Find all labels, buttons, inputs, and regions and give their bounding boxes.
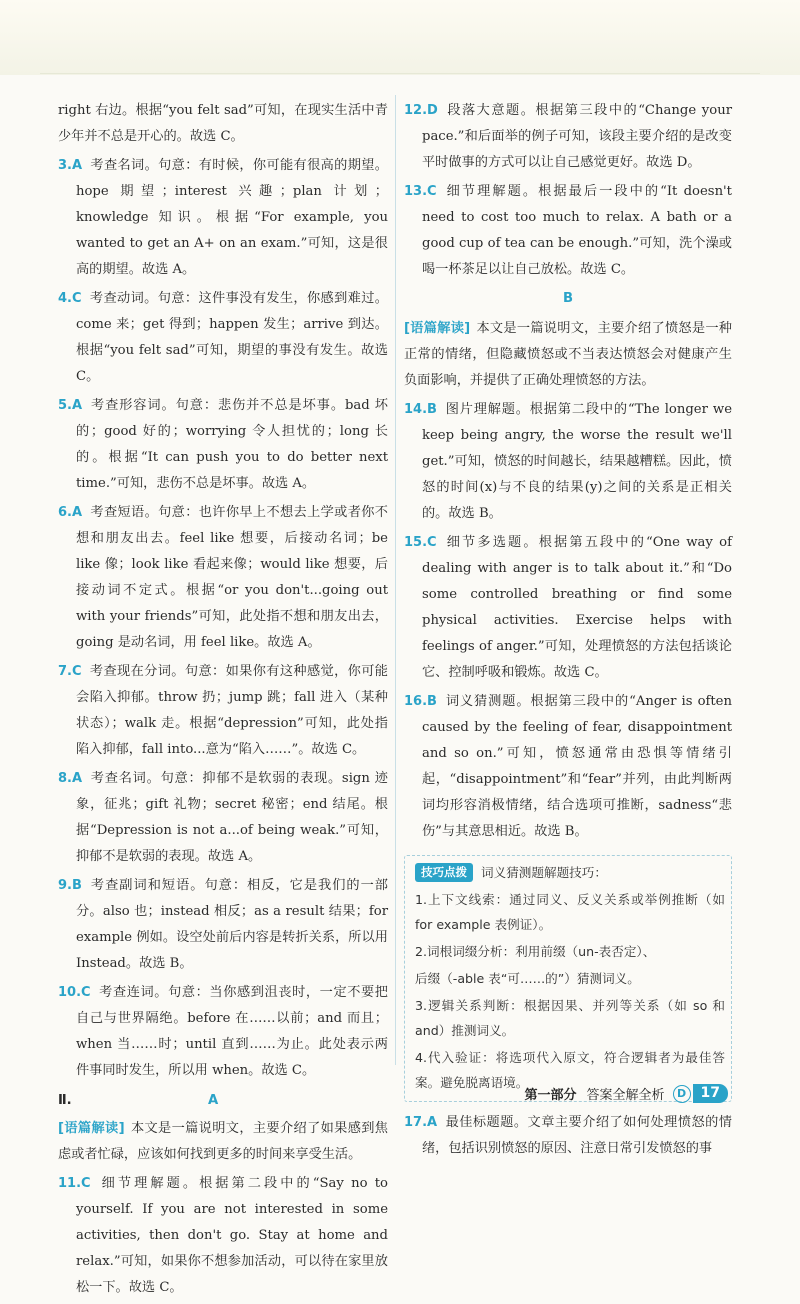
answer-item-12 [404, 98, 732, 176]
reading-analysis-a [58, 1116, 388, 1168]
answer-text: 考查形容词。句意：悲伤并不总是坏事。bad 坏的；good 好的；worrying 令人担忧的；long 长的。根据“It can push you to do better next time.”可知，悲伤不总是坏事。故选 A。 [76, 398, 388, 491]
column-divider [395, 95, 396, 1065]
answer-number: 12.D [404, 103, 438, 118]
answer-number: 3.A [58, 158, 83, 173]
answer-text: 词义猜测题。根据第三段中的“Anger is often caused by the feeling of fear, disappointment and so on.”可知，愤怒通常由恐惧等情绪引起，“disappointment”和“fear”并列，由此判断两词均形容消极情绪，结合选项可推断，sadness“悲伤”与其意思相近。故选 B。 [422, 694, 732, 839]
tip-line: 4.代入验证：将选项代入原文，符合逻辑者为最佳答案。避免脱离语境。 [415, 1050, 725, 1090]
answer-number: 17.A [404, 1115, 438, 1130]
answer-text: 图片理解题。根据第二段中的“The longer we keep being angry, the worse the result we'll get.”可知，愤怒的时间越长，结果越糟糕。因此，愤怒的时间(x)与不良的结果(y)之间的关系是正相关的。故选 B。 [422, 402, 732, 521]
tip-line: 3.逻辑关系判断：根据因果、并列等关系（如 so 和 and）推测词义。 [415, 998, 725, 1038]
answer-item-15 [404, 530, 732, 686]
page-footer [524, 1084, 728, 1103]
answer-text: 考查名词。句意：有时候，你可能有很高的期望。hope 期望；interest 兴趣；plan 计划；knowledge 知识。根据“For example, you wanted to get an A+ on an exam.”可知，这是很高的期望。故选 A。 [76, 158, 388, 277]
page-number: 17 [693, 1084, 728, 1103]
footer-part: 第一部分 [524, 1088, 577, 1103]
tip-header [415, 860, 725, 885]
section-letter: A [208, 1093, 219, 1108]
answer-number: 14.B [404, 402, 437, 417]
answer-item-10 [58, 980, 388, 1084]
answer-text: 最佳标题题。文章主要介绍了如何处理愤怒的情绪，包括识别愤怒的原因、注意日常引发愤怒的事 [422, 1115, 732, 1156]
answer-text: 细节理解题。根据第二段中的“Say no to yourself. If you are not interested in some activities, then don't go. Stay at home and relax.”可知，如果你不想参加活动，可以待在家里放松一下。故选 C。 [76, 1176, 388, 1295]
answer-item-14 [404, 397, 732, 527]
answer-number: 6.A [58, 505, 83, 520]
answer-number: 5.A [58, 398, 83, 413]
answer-item-3 [58, 153, 388, 283]
tip-line: 1.上下文线索：通过同义、反义关系或举例推断（如 for example 表例证）。 [415, 892, 725, 932]
answer-item-9 [58, 873, 388, 977]
answer-item-13 [404, 179, 732, 283]
answer-number: 11.C [58, 1176, 91, 1191]
answer-text: 考查副词和短语。句意：相反，它是我们的一部分。also 也；instead 相反；as a result 结果；for example 例如。设空处前后内容是转折关系，所以用 Instead。故选 B。 [76, 878, 388, 971]
answer-number: 16.B [404, 694, 437, 709]
answer-item-5 [58, 393, 388, 497]
answer-number: 10.C [58, 985, 91, 1000]
left-column [58, 98, 388, 1304]
answer-text: 考查动词。句意：这件事没有发生，你感到难过。come 来；get 得到；happen 发生；arrive 到达。根据“you felt sad”可知，期望的事没有发生。故选 C。 [76, 291, 388, 384]
footer-letter-badge: D [673, 1085, 691, 1103]
answer-item-11 [58, 1171, 388, 1301]
page-top-band [0, 0, 800, 75]
reading-analysis-b [404, 316, 732, 394]
answer-number: 9.B [58, 878, 82, 893]
answer-text: 细节多选题。根据第五段中的“One way of dealing with anger is to talk about it.”和“Do some controlled breathing or find some physical activities. Exercise helps with feelings of anger.”可知，处理愤怒的方法包括谈论它、控制呼吸和锻炼。故选 C。 [422, 535, 732, 680]
answer-item-6 [58, 500, 388, 656]
answer-text: 细节理解题。根据最后一段中的“It doesn't need to cost too much to relax. A bath or a good cup of tea can be enough.”可知，洗个澡或喝一杯茶足以让自己放松。故选 C。 [422, 184, 732, 277]
answer-item-7 [58, 659, 388, 763]
answer-text: 考查连词。句意：当你感到沮丧时，一定不要把自己与世界隔绝。before 在……以前；and 而且；when 当……时；until 直到……为止。此处表示两件事同时发生，所以用 when。故选 C。 [76, 985, 388, 1078]
answer-item-17 [404, 1110, 732, 1162]
section-heading-2a [58, 1088, 388, 1114]
section-mark: Ⅱ. [58, 1093, 72, 1108]
intro-paragraph: right 右边。根据“you felt sad”可知，在现实生活中青少年并不总是开心的。故选 C。 [58, 103, 388, 144]
reading-text: 本文是一篇说明文，主要介绍了如果感到焦虑或者忙碌，应该如何找到更多的时间来享受生活。 [58, 1121, 388, 1162]
answer-item-16 [404, 689, 732, 845]
reading-tag: [语篇解读] [58, 1121, 125, 1136]
answer-number: 7.C [58, 664, 82, 679]
tip-line: 2.词根词缀分析：利用前缀（un-表否定）、 [415, 944, 656, 959]
answer-number: 15.C [404, 535, 437, 550]
answer-text: 考查名词。句意：抑郁不是软弱的表现。sign 迹象，征兆；gift 礼物；secret 秘密；end 结尾。根据“Depression is not a...of being weak.”可知，抑郁不是软弱的表现。故选 A。 [76, 771, 388, 864]
section-letter-b: B [562, 291, 574, 306]
page-badge [673, 1084, 728, 1103]
top-rule [40, 73, 760, 74]
tip-title: 词义猜测题解题技巧： [481, 865, 607, 880]
answer-number: 4.C [58, 291, 82, 306]
right-column [404, 98, 732, 1165]
answer-number: 8.A [58, 771, 83, 786]
tip-box [404, 855, 732, 1102]
footer-title: 答案全解全析 [586, 1088, 665, 1103]
tip-line: 后缀（-able 表“可……的”）猜测词义。 [415, 971, 640, 986]
answer-text: 考查现在分词。句意：如果你有这种感觉，你可能会陷入抑郁。throw 扔；jump 跳；fall 进入（某种状态）；walk 走。根据“depression”可知，此处指陷入抑郁，fall into...意为“陷入……”。故选 C。 [76, 664, 388, 757]
tip-badge: 技巧点拨 [415, 863, 473, 882]
answer-text: 考查短语。句意：也许你早上不想去上学或者你不想和朋友出去。feel like 想要，后接动名词；be like 像；look like 看起来像；would like 想要，后接动词不定式。根据“or you don't...going out with your friends”可知，此处指不想和朋友出去，going 是动名词，用 feel like。故选 A。 [76, 505, 388, 650]
reading-text: 本文是一篇说明文，主要介绍了愤怒是一种正常的情绪，但隐藏愤怒或不当表达愤怒会对健康产生负面影响，并提供了正确处理愤怒的方法。 [404, 321, 732, 388]
answer-item-8 [58, 766, 388, 870]
answer-text: 段落大意题。根据第三段中的“Change your pace.”和后面举的例子可知，该段主要介绍的是改变平时做事的方式可以让自己感觉更好。故选 D。 [422, 103, 732, 170]
reading-tag: [语篇解读] [404, 321, 471, 336]
answer-number: 13.C [404, 184, 437, 199]
answer-item-4 [58, 286, 388, 390]
